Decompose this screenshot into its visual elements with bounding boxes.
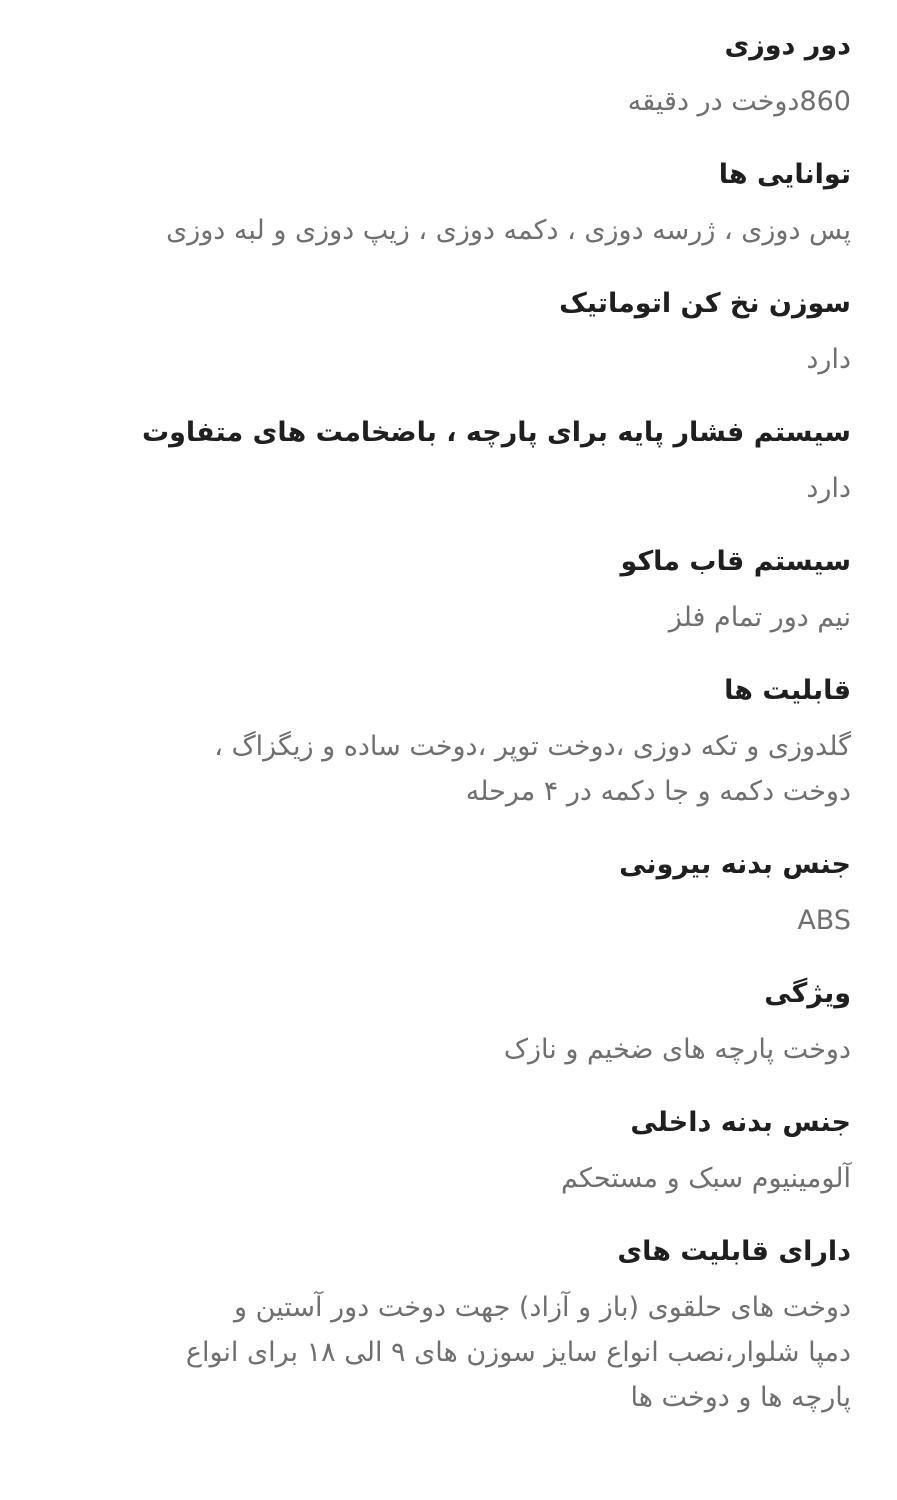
spec-value-line: دمپا شلوار،نصب انواع سایز سوزن های ۹ الی ۱۸ برای انواع (185, 1337, 851, 1368)
spec-value-line: پارچه ها و دوخت ها (630, 1382, 851, 1413)
spec-value-line: نیم دور تمام فلز (668, 602, 851, 633)
spec-value-line: ABS (797, 905, 851, 936)
spec-value (40, 1156, 851, 1201)
spec-title: جنس بدنه داخلی (630, 1107, 851, 1138)
spec-title: دور دوزی (724, 30, 851, 61)
spec-title: دارای قابلیت های (617, 1236, 851, 1267)
spec-item-automatic-needle-threader (40, 284, 851, 382)
spec-value-line: 860دوخت در دقیقه (627, 86, 851, 117)
spec-value-line: پس دوزی ، ژرسه دوزی ، دکمه دوزی ، زیپ دوزی و لبه دوزی (166, 215, 851, 246)
spec-item-features (40, 671, 851, 814)
spec-title: توانایی ها (718, 159, 851, 190)
spec-item-capabilities (40, 155, 851, 253)
spec-title: قابلیت ها (724, 675, 851, 706)
spec-value-line: دوخت دکمه و جا دکمه در ۴ مرحله (465, 776, 851, 807)
spec-item-inner-body-material (40, 1103, 851, 1201)
spec-value-line: گلدوزی و تکه دوزی ،دوخت توپر ،دوخت ساده و زیگزاگ ، (214, 731, 851, 762)
spec-value (40, 79, 851, 124)
spec-value-line: آلومینیوم سبک و مستحکم (561, 1163, 851, 1194)
spec-value-line: دوخت پارچه های ضخیم و نازک (503, 1034, 851, 1065)
spec-item-outer-body-material (40, 845, 851, 943)
spec-value (40, 208, 851, 253)
spec-value-line: دارد (806, 473, 851, 504)
spec-value (40, 595, 851, 640)
spec-title: جنس بدنه بیرونی (619, 849, 851, 880)
spec-title: سیستم فشار پایه برای پارچه ، باضخامت های متفاوت (141, 417, 851, 448)
spec-title: سیستم قاب ماکو (620, 546, 851, 577)
spec-item-additional-capabilities (40, 1232, 851, 1420)
spec-item-presser-foot-system (40, 413, 851, 511)
spec-value (40, 1027, 851, 1072)
spec-value-line: دارد (806, 344, 851, 375)
spec-value-line: دوخت های حلقوی (باز و آزاد) جهت دوخت دور آستین و (233, 1292, 851, 1323)
spec-item-characteristic (40, 974, 851, 1072)
spec-value (40, 724, 851, 814)
spec-value (40, 898, 851, 943)
spec-value (40, 1285, 851, 1420)
spec-title: سوزن نخ کن اتوماتیک (559, 288, 851, 319)
spec-item-stitch-speed (40, 26, 851, 124)
spec-item-bobbin-case-system (40, 542, 851, 640)
spec-value (40, 337, 851, 382)
spec-value (40, 466, 851, 511)
spec-title: ویژگی (764, 978, 851, 1009)
